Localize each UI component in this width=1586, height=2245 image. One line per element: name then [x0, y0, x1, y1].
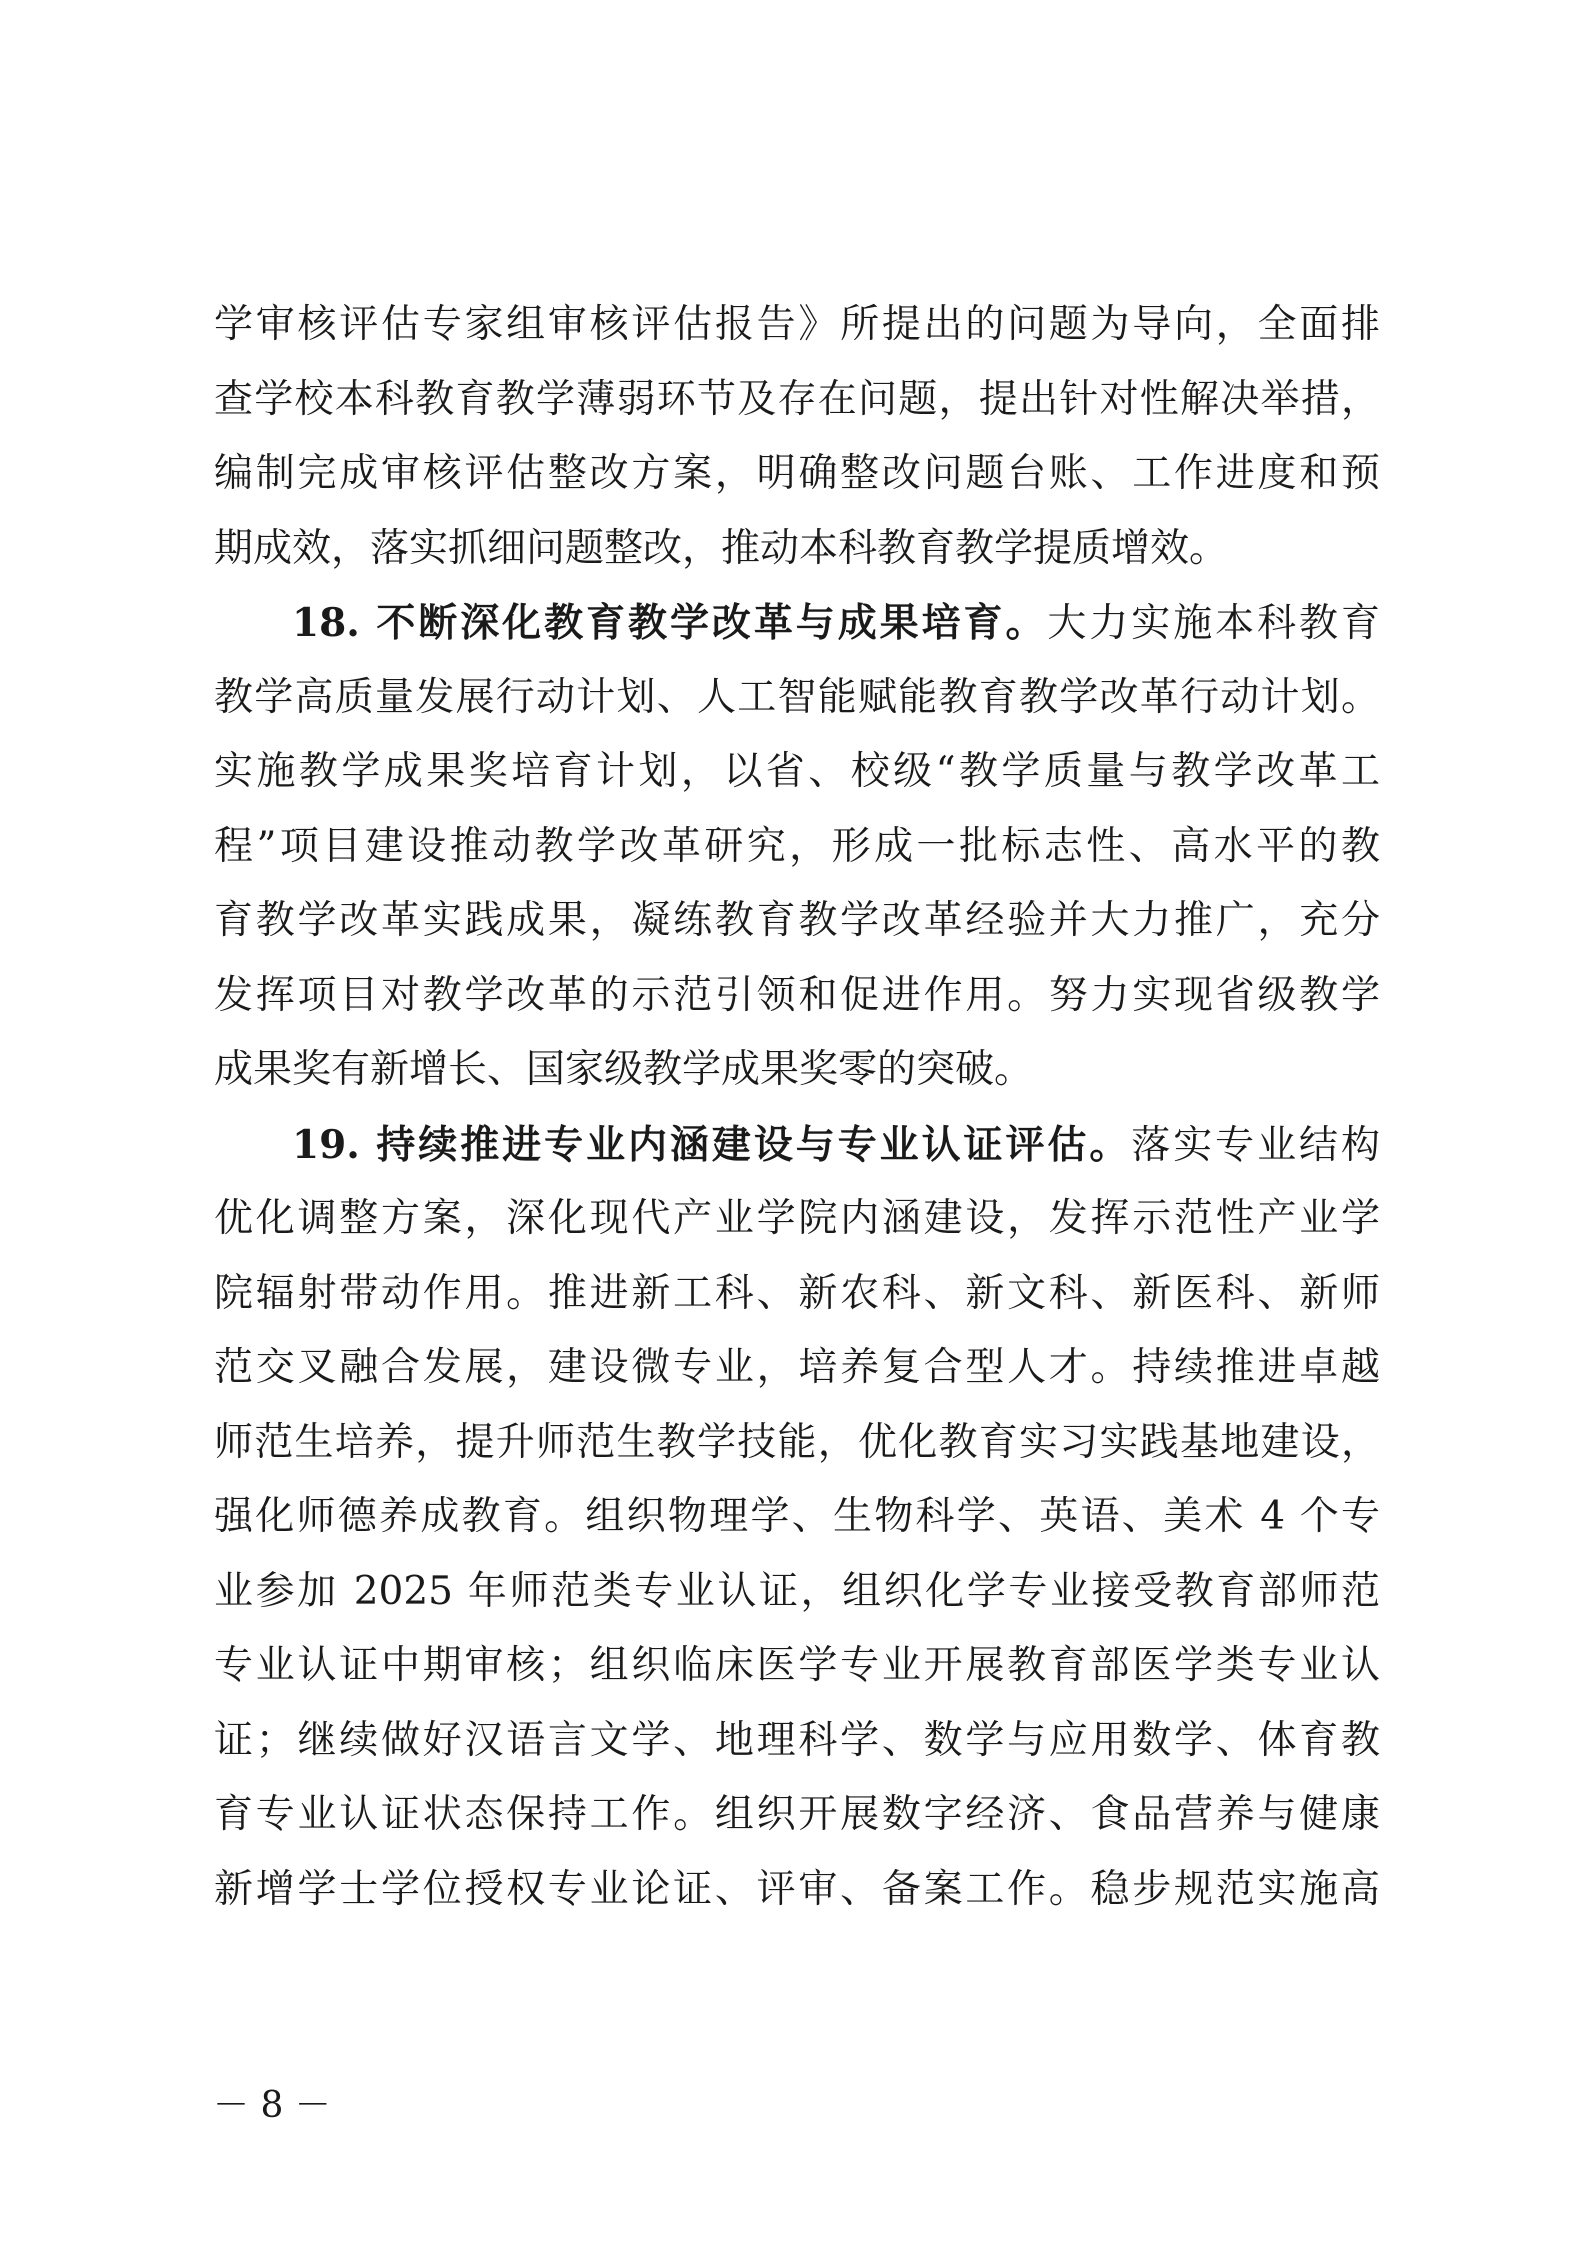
text-line: 优化调整方案，深化现代产业学院内涵建设，发挥示范性产业学 — [214, 1196, 1380, 1241]
section-18-first-line — [214, 586, 1380, 661]
text-line: 师范生培养，提升师范生教学技能，优化教育实习实践基地建设， — [214, 1419, 1380, 1465]
text-line: 专业认证中期审核；组织临床医学专业开展教育部医学类专业认 — [214, 1643, 1380, 1688]
text-line: 程”项目建设推动教学改革研究，形成一批标志性、高水平的教 — [214, 823, 1380, 869]
text-line: 院辐射带动作用。推进新工科、新农科、新文科、新医科、新师 — [214, 1270, 1380, 1316]
section-18-heading: 18. 不断深化教育教学改革与成果培育。 — [292, 600, 1048, 646]
section-19-first-line — [214, 1108, 1380, 1183]
text-line: 编制完成审核评估整改方案，明确整改问题台账、工作进度和预 — [214, 451, 1380, 496]
text-line: 查学校本科教育教学薄弱环节及存在问题，提出针对性解决举措， — [214, 376, 1380, 422]
body-text — [214, 288, 1380, 1927]
text-line: 教学高质量发展行动计划、人工智能赋能教育教学改革行动计划。 — [214, 674, 1380, 720]
text-line: 学审核评估专家组审核评估报告》所提出的问题为导向，全面排 — [214, 302, 1380, 347]
section-19-heading: 19. 持续推进专业内涵建设与专业认证评估。 — [292, 1121, 1132, 1168]
text-line: 育教学改革实践成果，凝练教育教学改革经验并大力推广，充分 — [214, 898, 1380, 943]
text-line: 范交叉融合发展，建设微专业，培养复合型人才。持续推进卓越 — [214, 1345, 1380, 1390]
text-line: 新增学士学位授权专业论证、评审、备案工作。稳步规范实施高 — [214, 1866, 1380, 1912]
text-line: 业参加 2025 年师范类专业认证，组织化学专业接受教育部师范 — [214, 1568, 1380, 1614]
text-line: 成果奖有新增长、国家级教学成果奖零的突破。 — [214, 1047, 1034, 1092]
text-line: 期成效，落实抓细问题整改，推动本科教育教学提质增效。 — [214, 525, 1229, 571]
section-18-text: 大力实施本科教育 — [1047, 601, 1380, 646]
text-line: 育专业认证状态保持工作。组织开展数字经济、食品营养与健康 — [214, 1792, 1380, 1837]
page-number: － 8 － — [213, 2085, 331, 2126]
text-line: 证；继续做好汉语言文学、地理科学、数学与应用数学、体育教 — [214, 1717, 1380, 1763]
text-line: 实施教学成果奖培育计划，以省、校级“教学质量与教学改革工 — [214, 749, 1380, 794]
text-line: 强化师德养成教育。组织物理学、生物科学、英语、美术 4 个专 — [214, 1494, 1380, 1539]
section-19-text: 落实专业结构 — [1131, 1122, 1380, 1168]
text-line: 发挥项目对教学改革的示范引领和促进作用。努力实现省级教学 — [214, 972, 1380, 1018]
